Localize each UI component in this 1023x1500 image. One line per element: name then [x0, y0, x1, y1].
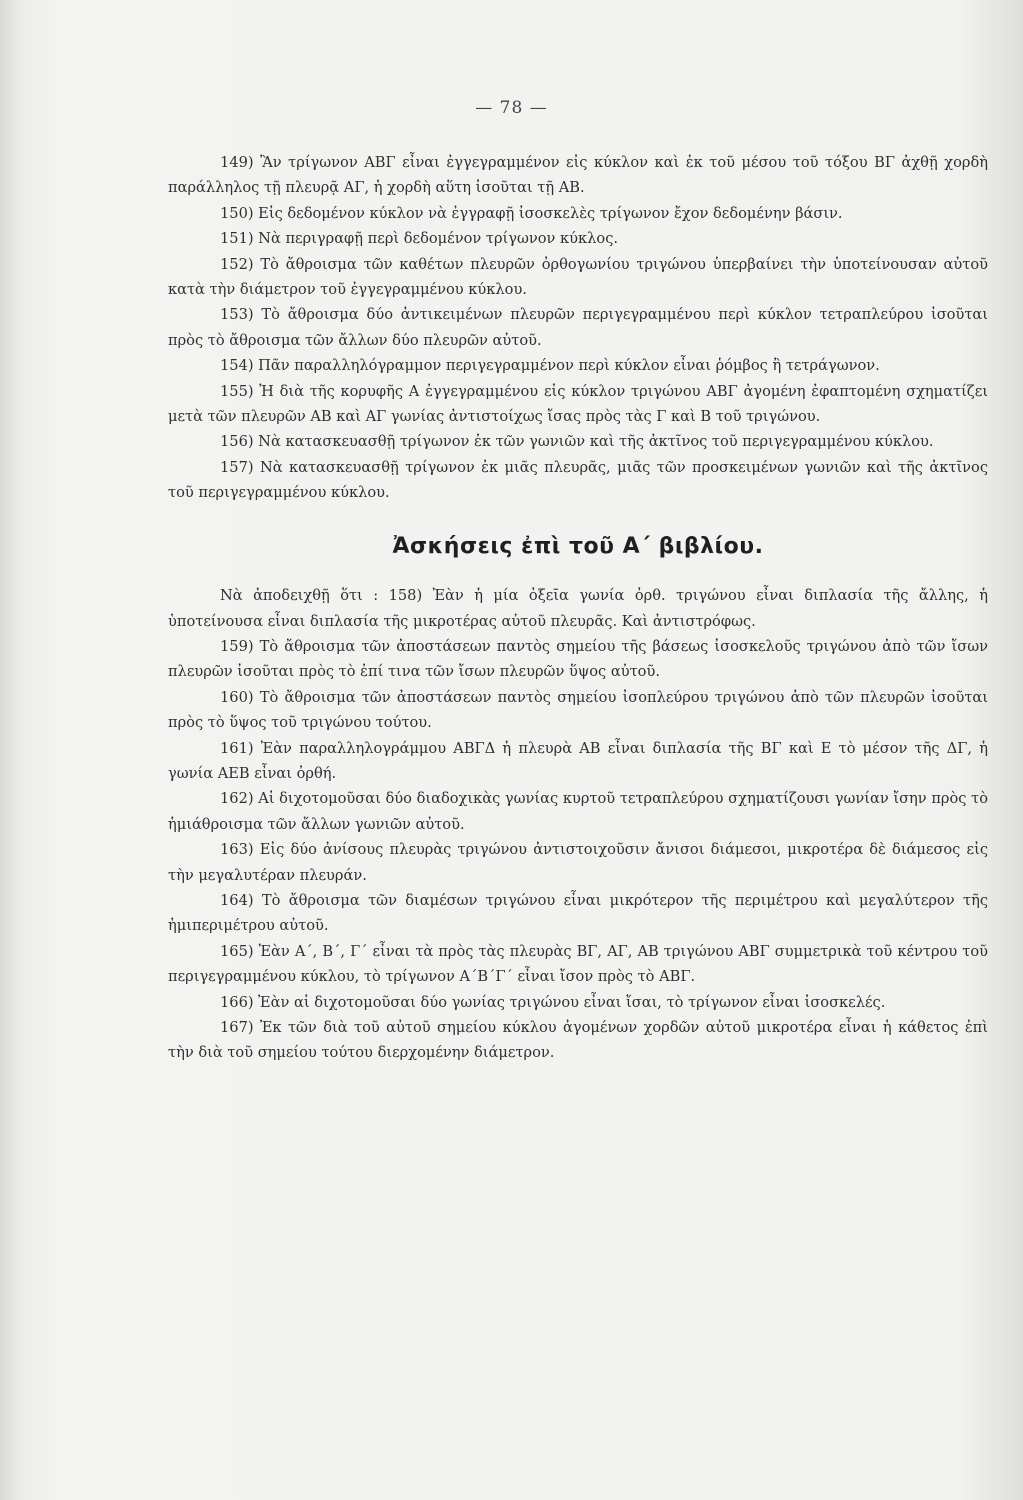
- exercise-166: 166) Ἐὰν αἱ διχοτομοῦσαι δύο γωνίας τριγώνου εἶναι ἴσαι, τὸ τρίγωνον εἶναι ἰσοσκελές.: [220, 993, 886, 1011]
- page-number: — 78 —: [475, 98, 548, 118]
- exercise-167: 167) Ἐκ τῶν διὰ τοῦ αὐτοῦ σημείου κύκλου ἀγομένων χορδῶν αὐτοῦ μικροτέρα εἶναι ἡ κάθετος ἐπὶ τὴν διὰ τοῦ σημείου τούτου διερχομένην διάμετρον.: [168, 1019, 988, 1062]
- page-content: [168, 150, 988, 1066]
- exercise-163: 163) Εἰς δύο ἀνίσους πλευρὰς τριγώνου ἀντιστοιχοῦσιν ἄνισοι διάμεσοι, μικροτέρα δὲ διάμεσος εἰς τὴν μεγαλυτέραν πλευράν.: [168, 841, 988, 884]
- exercise-153: 153) Τὸ ἄθροισμα δύο ἀντικειμένων πλευρῶν περιγεγραμμένου περὶ κύκλον τετραπλεύρου ἰσοῦται πρὸς τὸ ἄθροισμα τῶν ἄλλων δύο πλευρῶν αὐτοῦ.: [168, 306, 988, 349]
- exercise-151: 151) Νὰ περιγραφῇ περὶ δεδομένον τρίγωνον κύκλος.: [220, 230, 619, 248]
- exercise-149: 149) Ἂν τρίγωνον ΑΒΓ εἶναι ἐγγεγραμμένον εἰς κύκλον καὶ ἐκ τοῦ μέσου τοῦ τόξου ΒΓ ἀχθῇ χορδὴ παράλληλος τῇ πλευρᾷ ΑΓ, ἡ χορδὴ αὕτη ἰσοῦται τῇ ΑΒ.: [168, 154, 988, 197]
- exercise-165: 165) Ἐὰν Α΄, Β΄, Γ΄ εἶναι τὰ πρὸς τὰς πλευρὰς ΒΓ, ΑΓ, ΑΒ τριγώνου ΑΒΓ συμμετρικὰ τοῦ κέντρου τοῦ περιγεγραμμένου κύκλου, τὸ τρίγωνον Α΄Β΄Γ΄ εἶναι ἴσον πρὸς τὸ ΑΒΓ.: [168, 942, 988, 986]
- exercise-150: 150) Εἰς δεδομένον κύκλον νὰ ἐγγραφῇ ἰσοσκελὲς τρίγωνον ἔχον δεδομένην βάσιν.: [220, 204, 843, 222]
- exercise-164: 164) Τὸ ἄθροισμα τῶν διαμέσων τριγώνου εἶναι μικρότερον τῆς περιμέτρου καὶ μεγαλύτερον τῆς ἡμιπεριμέτρου αὐτοῦ.: [168, 891, 988, 935]
- exercise-160: 160) Τὸ ἄθροισμα τῶν ἀποστάσεων παντὸς σημείου ἰσοπλεύρου τριγώνου ἀπὸ τῶν πλευρῶν ἰσοῦται πρὸς τὸ ὕψος τοῦ τριγώνου τούτου.: [168, 688, 988, 732]
- section-heading: Ἀσκήσεις ἐπὶ τοῦ Α΄ βιβλίου.: [392, 533, 764, 559]
- exercise-161: 161) Ἐὰν παραλληλογράμμου ΑΒΓΔ ἡ πλευρὰ ΑΒ εἶναι διπλασία τῆς ΒΓ καὶ Ε τὸ μέσον τῆς ΔΓ, ἡ γωνία ΑΕΒ εἶναι ὀρθή.: [168, 739, 988, 782]
- exercise-156: 156) Νὰ κατασκευασθῇ τρίγωνον ἐκ τῶν γωνιῶν καὶ τῆς ἀκτῖνος τοῦ περιγεγραμμένου κύκλου.: [220, 433, 934, 451]
- exercise-162: 162) Αἱ διχοτομοῦσαι δύο διαδοχικὰς γωνίας κυρτοῦ τετραπλεύρου σχηματίζουσι γωνίαν ἴσην πρὸς τὸ ἡμιάθροισμα τῶν ἄλλων γωνιῶν αὐτοῦ.: [168, 790, 988, 833]
- exercise-154: 154) Πᾶν παραλληλόγραμμον περιγεγραμμένον περὶ κύκλον εἶναι ῥόμβος ἢ τετράγωνον.: [220, 357, 880, 375]
- exercise-157: 157) Νὰ κατασκευασθῇ τρίγωνον ἐκ μιᾶς πλευρᾶς, μιᾶς τῶν προσκειμένων γωνιῶν καὶ τῆς ἀκτῖνος τοῦ περιγεγραμμένου κύκλου.: [168, 458, 988, 502]
- exercise-158: Νὰ ἀποδειχθῇ ὅτι : 158) Ἐὰν ἡ μία ὀξεῖα γωνία ὀρθ. τριγώνου εἶναι διπλασία τῆς ἄλλης, ἡ ὑποτείνουσα εἶναι διπλασία τῆς μικροτέρας αὐτοῦ πλευρᾶς. Καὶ ἀντιστρόφως.: [168, 587, 988, 630]
- exercise-155: 155) Ἡ διὰ τῆς κορυφῆς Α ἐγγεγραμμένου εἰς κύκλον τριγώνου ΑΒΓ ἀγομένη ἐφαπτομένη σχηματίζει μετὰ τῶν πλευρῶν ΑΒ καὶ ΑΓ γωνίας ἀντιστοίχως ἴσας πρὸς τὰς Γ καὶ Β τοῦ τριγώνου.: [168, 382, 988, 426]
- exercise-152: 152) Τὸ ἄθροισμα τῶν καθέτων πλευρῶν ὀρθογωνίου τριγώνου ὑπερβαίνει τὴν ὑποτείνουσαν αὐτοῦ κατὰ τὴν διάμετρον τοῦ ἐγγεγραμμένου κύκλου.: [168, 255, 988, 299]
- exercise-159: 159) Τὸ ἄθροισμα τῶν ἀποστάσεων παντὸς σημείου τῆς βάσεως ἰσοσκελοῦς τριγώνου ἀπὸ τῶν ἴσων πλευρῶν ἰσοῦται πρὸς τὸ ἐπί τινα τῶν ἴσων πλευρῶν ὕψος αὐτοῦ.: [168, 637, 988, 681]
